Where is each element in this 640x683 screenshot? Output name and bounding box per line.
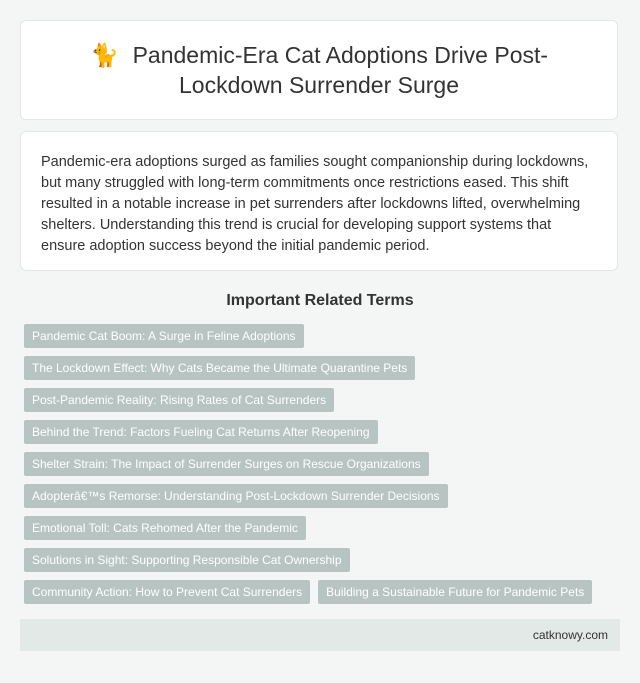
related-term-tag[interactable]: Emotional Toll: Cats Rehomed After the Pandemic xyxy=(24,516,306,540)
related-terms-heading: Important Related Terms xyxy=(226,292,414,309)
related-terms-list xyxy=(24,324,624,604)
related-term-tag[interactable]: The Lockdown Effect: Why Cats Became the Ultimate Quarantine Pets xyxy=(24,356,415,380)
related-term-tag[interactable]: Pandemic Cat Boom: A Surge in Feline Adoptions xyxy=(24,324,304,348)
page-title xyxy=(69,40,569,100)
cat-icon: 🐈 xyxy=(89,42,119,68)
summary-text: Pandemic-era adoptions surged as families sought companionship during lockdowns, but many struggled with long-term commitments once restrictions eased. This shift resulted in a notable increase in pet surrenders after lockdowns lifted, overwhelming shelters. Understanding this trend is crucial for developing support systems that ensure adoption success beyond the initial pandemic period. xyxy=(41,154,589,254)
related-term-tag[interactable]: Shelter Strain: The Impact of Surrender Surges on Rescue Organizations xyxy=(24,452,429,476)
page-title-text: Pandemic-Era Cat Adoptions Drive Post-Lockdown Surrender Surge xyxy=(132,42,549,98)
related-term-tag[interactable]: Post-Pandemic Reality: Rising Rates of Cat Surrenders xyxy=(24,388,334,412)
title-card xyxy=(20,20,618,120)
related-term-tag[interactable]: Behind the Trend: Factors Fueling Cat Returns After Reopening xyxy=(24,420,378,444)
related-term-tag[interactable]: Adopterâ€™s Remorse: Understanding Post-Lockdown Surrender Decisions xyxy=(24,484,448,508)
related-term-tag[interactable]: Community Action: How to Prevent Cat Surrenders xyxy=(24,580,310,604)
related-term-tag[interactable]: Building a Sustainable Future for Pandemic Pets xyxy=(318,580,592,604)
related-term-tag[interactable]: Solutions in Sight: Supporting Responsible Cat Ownership xyxy=(24,548,350,572)
footer-site[interactable]: catknowy.com xyxy=(532,628,608,642)
summary-card xyxy=(20,131,618,271)
footer xyxy=(20,619,620,651)
